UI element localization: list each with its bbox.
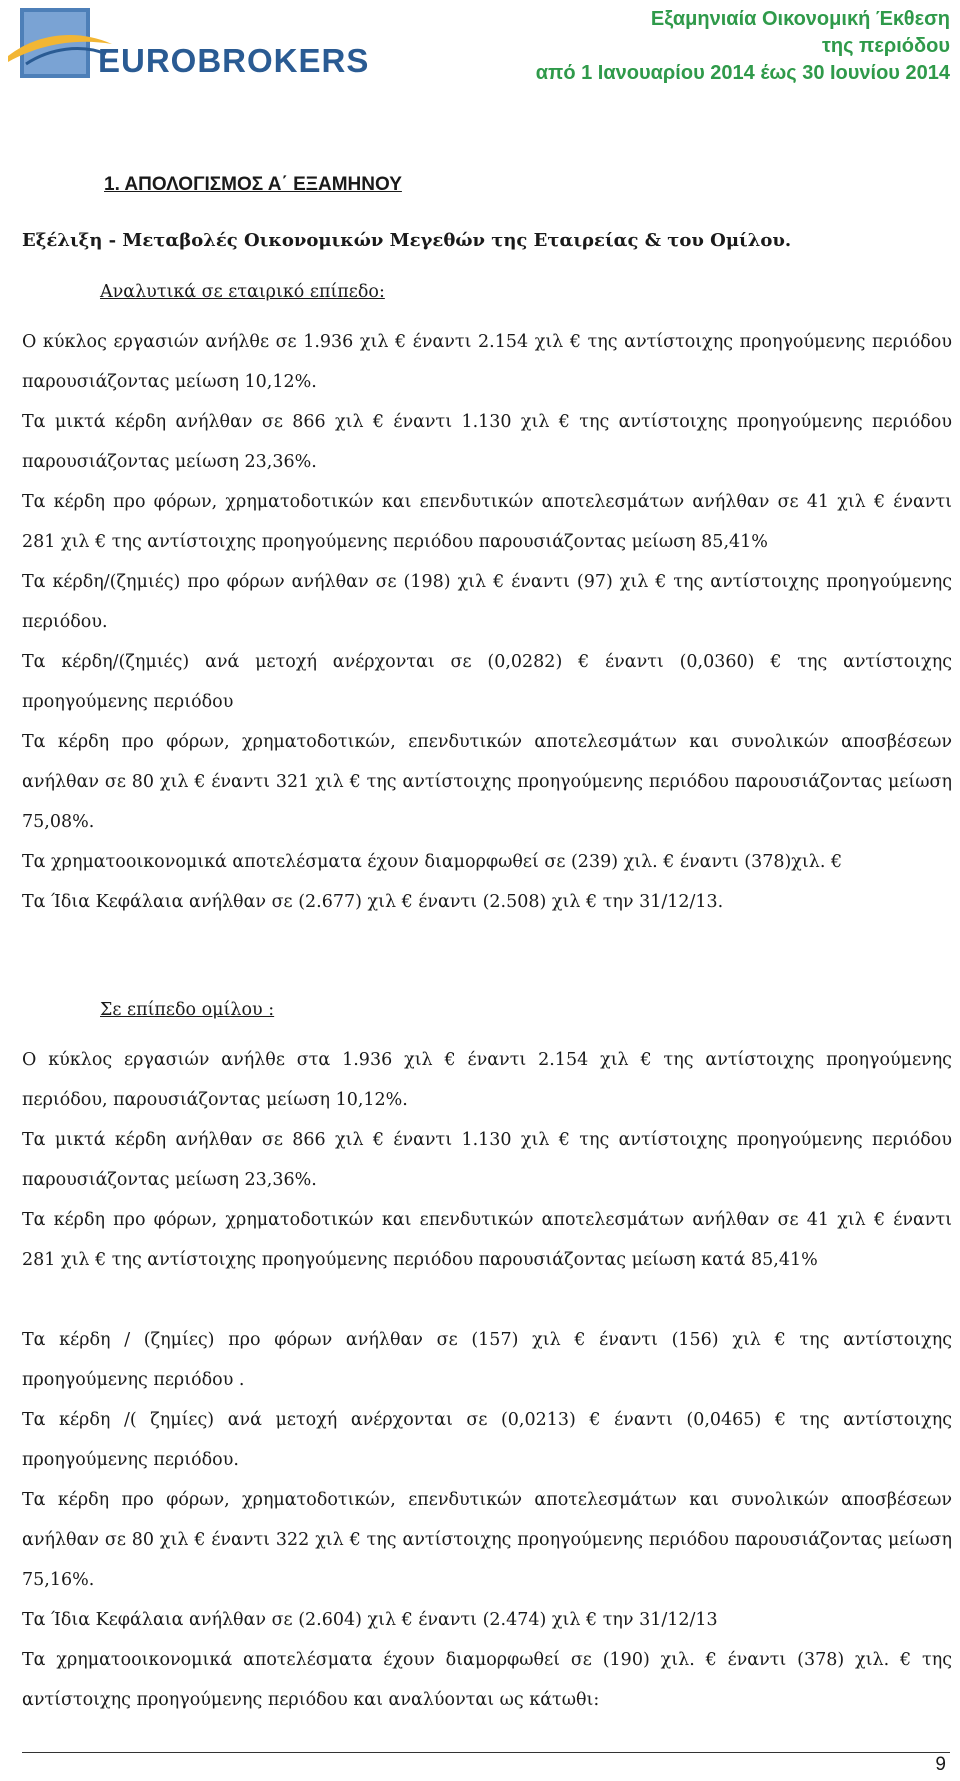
company-paragraph-2: Τα μικτά κέρδη ανήλθαν σε 866 χιλ € έναντι 1.130 χιλ € της αντίστοιχης προηγούμενης περιόδου παρουσιάζοντας μείωση 23,36%. [22,412,952,472]
header-title-line-1: Εξαμηνιαία Οικονομική Έκθεση [650,8,950,30]
section-title: 1. ΑΠΟΛΟΓΙΣΜΟΣ Α΄ ΕΞΑΜΗΝΟΥ [104,174,402,195]
group-paragraph-1: Ο κύκλος εργασιών ανήλθε στα 1.936 χιλ € έναντι 2.154 χιλ € της αντίστοιχης προηγούμενης περιόδου, παρουσιάζοντας μείωση 10,12%. [22,1050,952,1110]
company-paragraph-3: Τα κέρδη προ φόρων, χρηματοδοτικών και επενδυτικών αποτελεσμάτων ανήλθαν σε 41 χιλ € έναντι 281 χιλ € της αντίστοιχης προηγούμενης περιόδου παρουσιάζοντας μείωση 85,41% [22,492,952,552]
header-title-line-2: της περιόδου [821,35,950,57]
group-level-label: Σε επίπεδο ομίλου : [100,1000,275,1020]
company-paragraph-1: Ο κύκλος εργασιών ανήλθε σε 1.936 χιλ € έναντι 2.154 χιλ € της αντίστοιχης προηγούμενης περιόδου παρουσιάζοντας μείωση 10,12%. [22,332,952,392]
group-paragraph-6: Τα κέρδη προ φόρων, χρηματοδοτικών, επενδυτικών αποτελεσμάτων και συνολικών αποσβέσεων ανήλθαν σε 80 χιλ € έναντι 322 χιλ € της αντίστοιχης προηγούμενης περιόδου παρουσιάζοντας μείωση 75,16%. [22,1490,952,1590]
group-paragraph-2: Τα μικτά κέρδη ανήλθαν σε 866 χιλ € έναντι 1.130 χιλ € της αντίστοιχης προηγούμενης περιόδου παρουσιάζοντας μείωση 23,36%. [22,1130,952,1190]
group-paragraph-5: Τα κέρδη /( ζημίες) ανά μετοχή ανέρχονται σε (0,0213) € έναντι (0,0465) € της αντίστοιχης προηγούμενης περιόδου. [22,1410,952,1470]
group-paragraph-8: Τα χρηματοοικονομικά αποτελέσματα έχουν διαμορφωθεί σε (190) χιλ. € έναντι (378) χιλ. € της αντίστοιχης προηγούμενης περιόδου και αναλύονται ως κάτωθι: [22,1650,952,1710]
footer-divider [22,1752,950,1753]
company-logo [6,4,370,84]
company-level-label: Αναλυτικά σε εταιρικό επίπεδο: [100,282,385,302]
logo-wordmark: EUROBROKERS [98,42,370,79]
company-paragraph-7: Τα χρηματοοικονομικά αποτελέσματα έχουν διαμορφωθεί σε (239) χιλ. € έναντι (378)χιλ. € [22,852,843,872]
group-paragraph-4: Τα κέρδη / (ζημίες) προ φόρων ανήλθαν σε (157) χιλ € έναντι (156) χιλ € της αντίστοιχης προηγούμενης περιόδου . [22,1330,952,1390]
page-number: 9 [935,1754,946,1775]
company-paragraph-4: Τα κέρδη/(ζημιές) προ φόρων ανήλθαν σε (198) χιλ € έναντι (97) χιλ € της αντίστοιχης προηγούμενης περιόδου. [22,572,952,632]
company-paragraph-5: Τα κέρδη/(ζημιές) ανά μετοχή ανέρχονται σε (0,0282) € έναντι (0,0360) € της αντίστοιχης προηγούμενης περιόδου [22,652,952,712]
company-paragraph-6: Τα κέρδη προ φόρων, χρηματοδοτικών, επενδυτικών αποτελεσμάτων και συνολικών αποσβέσεων ανήλθαν σε 80 χιλ € έναντι 321 χιλ € της αντίστοιχης προηγούμενης περιόδου παρουσιάζοντας μείωση 75,08%. [22,732,952,832]
company-paragraph-8: Τα Ίδια Κεφάλαια ανήλθαν σε (2.677) χιλ € έναντι (2.508) χιλ € την 31/12/13. [22,892,724,912]
header-title-line-3: από 1 Ιανουαρίου 2014 έως 30 Ιουνίου 2014 [535,62,950,84]
group-paragraph-3: Τα κέρδη προ φόρων, χρηματοδοτικών και επενδυτικών αποτελεσμάτων ανήλθαν σε 41 χιλ € έναντι 281 χιλ € της αντίστοιχης προηγούμενης περιόδου παρουσιάζοντας μείωση κατά 85,41% [22,1210,952,1270]
group-paragraph-7: Τα Ίδια Κεφάλαια ανήλθαν σε (2.604) χιλ € έναντι (2.474) χιλ € την 31/12/13 [22,1610,718,1630]
report-header [536,6,950,87]
section-subheading: Εξέλιξη - Μεταβολές Οικονομικών Μεγεθών της Εταιρείας & του Ομίλου. [22,230,792,251]
